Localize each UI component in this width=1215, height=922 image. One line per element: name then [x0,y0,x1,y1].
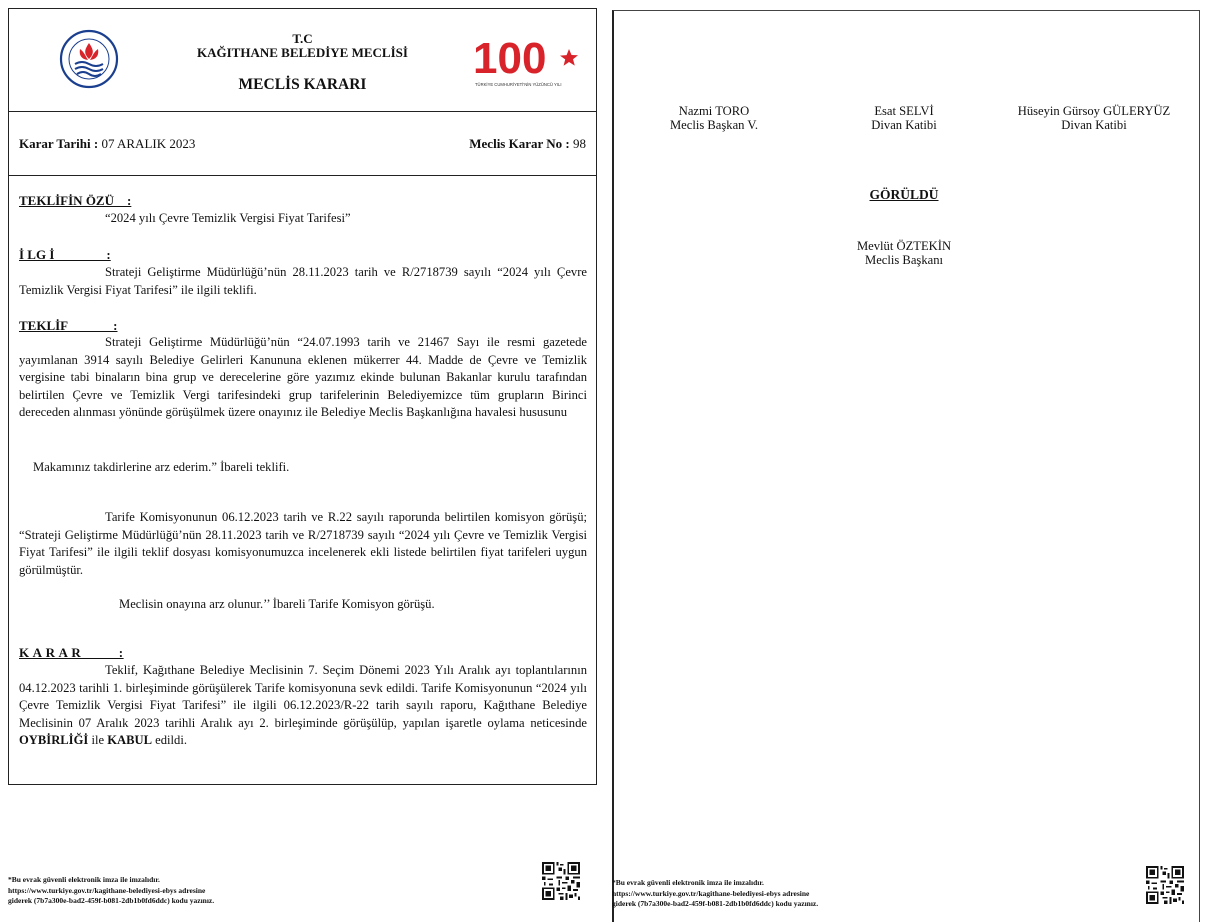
karar-text-part-1: Teklif, Kağıthane Belediye Meclisinin 7. Seçim Dönemi 2023 Yılı Aralık ayı toplantılarının 04.12.2023 tarihli 1. birleşiminde görüşülerek Tarife komisyonuna sevk edildi. Tarife Komisyonunun “2024 yılı Çevre Temizlik Vergisi Fiyat Tarifesi” ile ilgili 06.12.2023/R-22 tarih sayılı raporu, Kağıthane Belediye Meclisinin 07 Aralık 2023 tarihli Aralık ayı 2. birleşiminde görüşülüp, yapılan işaretle oylama neticesinde [19,663,587,730]
centenary-logo [471,29,581,99]
e-signature-note-2: *Bu evrak güvenli elektronik imza ile imzalıdır. https://www.turkiye.gov.tr/kagithane-belediyesi-ebys adresine giderek (7b7a300e-bad2-459f-b081-2db1b0fd6ddc) kodu yazınız. [612,878,819,908]
ilgi-text: Strateji Geliştirme Müdürlüğü’nün 28.11.2023 tarih ve R/2718739 sayılı “2024 yılı Çevre Temizlik Vergisi Fiyat Tarifesi” ile ilgili teklifi. [19,265,587,297]
decision-page [8,8,597,785]
header-divider [9,111,596,112]
karar-oybirligi: OYBİRLİĞİ [19,733,89,747]
karar-text-part-2: ile [88,733,108,747]
signature-role: Divan Katibi [871,118,937,132]
signature-block-1 [624,104,804,132]
svg-text:TÜRKİYE CUMHURİYETİ'NİN YÜZÜNC: TÜRKİYE CUMHURİYETİ'NİN YÜZÜNCÜ YILI [475,82,562,87]
signature-role: Divan Katibi [1061,118,1127,132]
decision-date [19,136,195,152]
signature-role: Meclis Başkanı [865,253,943,267]
section-title-ilgi: İ LG İ : [19,247,111,262]
signature-name: Hüseyin Gürsoy GÜLERYÜZ [1017,104,1171,118]
signature-page [612,10,1200,922]
decision-date-value: 07 ARALIK 2023 [98,136,196,151]
qr-code-icon [1146,866,1184,904]
section-title-ozu: TEKLİFİN ÖZÜ : [19,193,132,208]
meta-divider [9,175,596,176]
decision-date-label: Karar Tarihi : [19,136,99,151]
signature-role: Meclis Başkan V. [669,118,759,132]
signature-block-2 [814,104,994,132]
decision-number [469,136,586,152]
signature-name: Nazmi TORO [678,104,750,118]
page-title: MECLİS KARARI [238,76,367,93]
qr-code-icon [542,862,580,900]
section-title-teklif: TEKLİF : [19,318,118,333]
chairman-signature [814,239,994,267]
decision-number-label: Meclis Karar No : [469,136,570,151]
e-signature-note: *Bu evrak güvenli elektronik imza ile imzalıdır. https://www.turkiye.gov.tr/kagithane-belediyesi-ebys adresine giderek (7b7a300e-bad2-459f-b081-2db1b0fd6ddc) kodu yazınız. [8,875,215,905]
karar-text-part-3: edildi. [151,733,187,747]
header-tc: T.C [292,31,313,46]
karar-text [19,662,587,750]
decision-number-value: 98 [569,136,586,151]
signature-name: Mevlüt ÖZTEKİN [856,239,952,253]
ozu-text: “2024 yılı Çevre Temizlik Vergisi Fiyat Tarifesi” [105,211,351,225]
onay-text: Meclisin onayına arz olunur.’’ İbareli Tarife Komisyon görüşü. [119,597,435,611]
section-title-karar: K A R A R : [19,645,124,660]
teklif-text: Strateji Geliştirme Müdürlüğü’nün “24.07.1993 tarih ve 21467 Sayı ile resmi gazetede yayımlanan 3914 sayılı Belediye Gelirleri Kanununa eklenen mükerrer 44. Madde de Çevre ve Temizlik vergisine tabi binaların bina grup ve derecelerine göre yazımız ekinde bulunan Bakanlar kurulu tarafından belirtilen Çevre ve Temizlik Vergi tarifesindeki grup tarifelerinin Belediyemizce tüm grupların Birinci dereceden alınması yönünde görüşülmek üzere onayınız ile Belediye Meclis Başkanlığına havalesi hususunu [19,335,587,419]
komisyon-text: Tarife Komisyonunun 06.12.2023 tarih ve R.22 sayılı raporunda belirtilen komisyon görüşü; “Strateji Geliştirme Müdürlüğü’nün 28.11.2023 tarih ve R/2718739 sayılı “2024 yılı Çevre ve Temizlik Vergisi Fiyat Tarifesi” ile ilgili teklif dosyası komisyonumuzca incelenerek ekli listede belirtilen fiyat tarifeleri uygun görülmüştür. [19,510,587,577]
makam-text: Makamınız takdirlerine arz ederim.” İbareli teklifi. [33,460,290,474]
header-council: KAĞITHANE BELEDİYE MECLİSİ [197,45,408,60]
signature-block-3 [994,104,1194,132]
svg-text:100: 100 [473,34,547,83]
signature-name: Esat SELVİ [874,104,934,118]
karar-kabul: KABUL [107,733,152,747]
goruldu-title: GÖRÜLDÜ [869,187,939,202]
